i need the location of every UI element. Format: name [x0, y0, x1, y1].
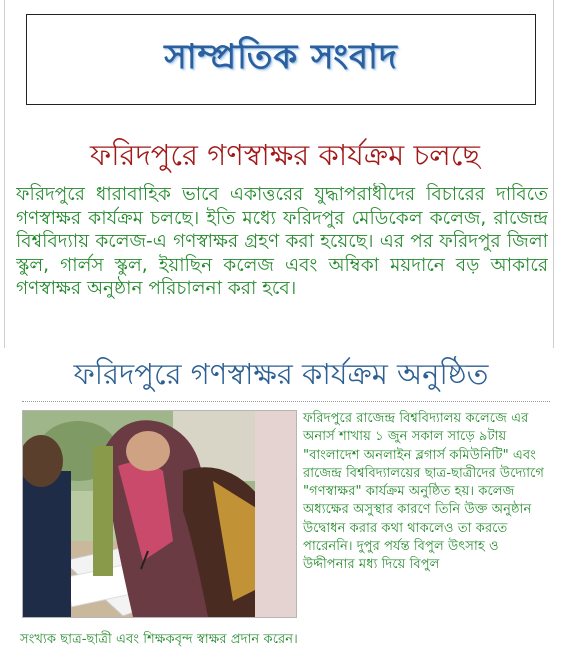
article-1-body: ফরিদপুরে ধারাবাহিক ভাবে একাত্তরের যুদ্ধাপরাধীদের বিচারের দাবিতে গণস্বাক্ষর কার্যক্রম চলছে। ইতি মধ্যে ফরিদপুর মেডিকেল কলেজ, রাজেন্দ্র বিশ্ববিদ্যায় কলেজ-এ গণস্বাক্ষর গ্রহণ করা হয়েছে। এর পর ফরিদপুর জিলা স্কুল, গার্লস স্কুল, ইয়াছিন কলেজ এবং অম্বিকা ময়দানে বড় আকারে গণস্বাক্ষর অনুষ্ঠান পরিচালনা করা হবে। [16, 184, 548, 299]
section-title: সাম্প্রতিক সংবাদ [164, 37, 398, 77]
headline-divider [22, 401, 550, 402]
article-2-photo [22, 410, 297, 618]
article-2-tail: সংখ্যক ছাত্র-ছাত্রী এবং শিক্ষকবৃন্দ স্বাক্ষর প্রদান করেন। [20, 632, 298, 647]
article-2-body: ফরিদপুরে রাজেন্দ্র বিশ্ববিদ্যালয় কলেজে এর অনার্স শাখায় ১ জুন সকাল সাড়ে ৯টায় "বাংলাদেশ অনলাইন ব্লগার্স কমিউনিটি" এবং রাজেন্দ্র বিশ্ববিদ্যালয়ের ছাত্র-ছাত্রীদের উদ্যোগে "গণস্বাক্ষর" কার্যক্রম অনুষ্ঠিত হয়। কলেজ অধ্যক্ষের অসুস্থার কারণে তিনি উক্ত অনুষ্ঠান উদ্বোধন করার কথা থাকলেও তা করতে পারেননি। দুপুর পর্যন্ত বিপুল উৎসাহ ও উদ্দীপনার মধ্য দিয়ে বিপুল [303, 411, 545, 573]
right-border-line [553, 0, 554, 348]
article-2-headline: ফরিদপুরে গণস্বাক্ষর কার্যক্রম অনুষ্ঠিত [73, 357, 489, 391]
left-border-line [4, 0, 5, 348]
photo-illustration [23, 411, 296, 617]
section-header-box [26, 14, 536, 105]
article-1-headline: ফরিদপুরে গণস্বাক্ষর কার্যক্রম চলছে [90, 138, 480, 172]
